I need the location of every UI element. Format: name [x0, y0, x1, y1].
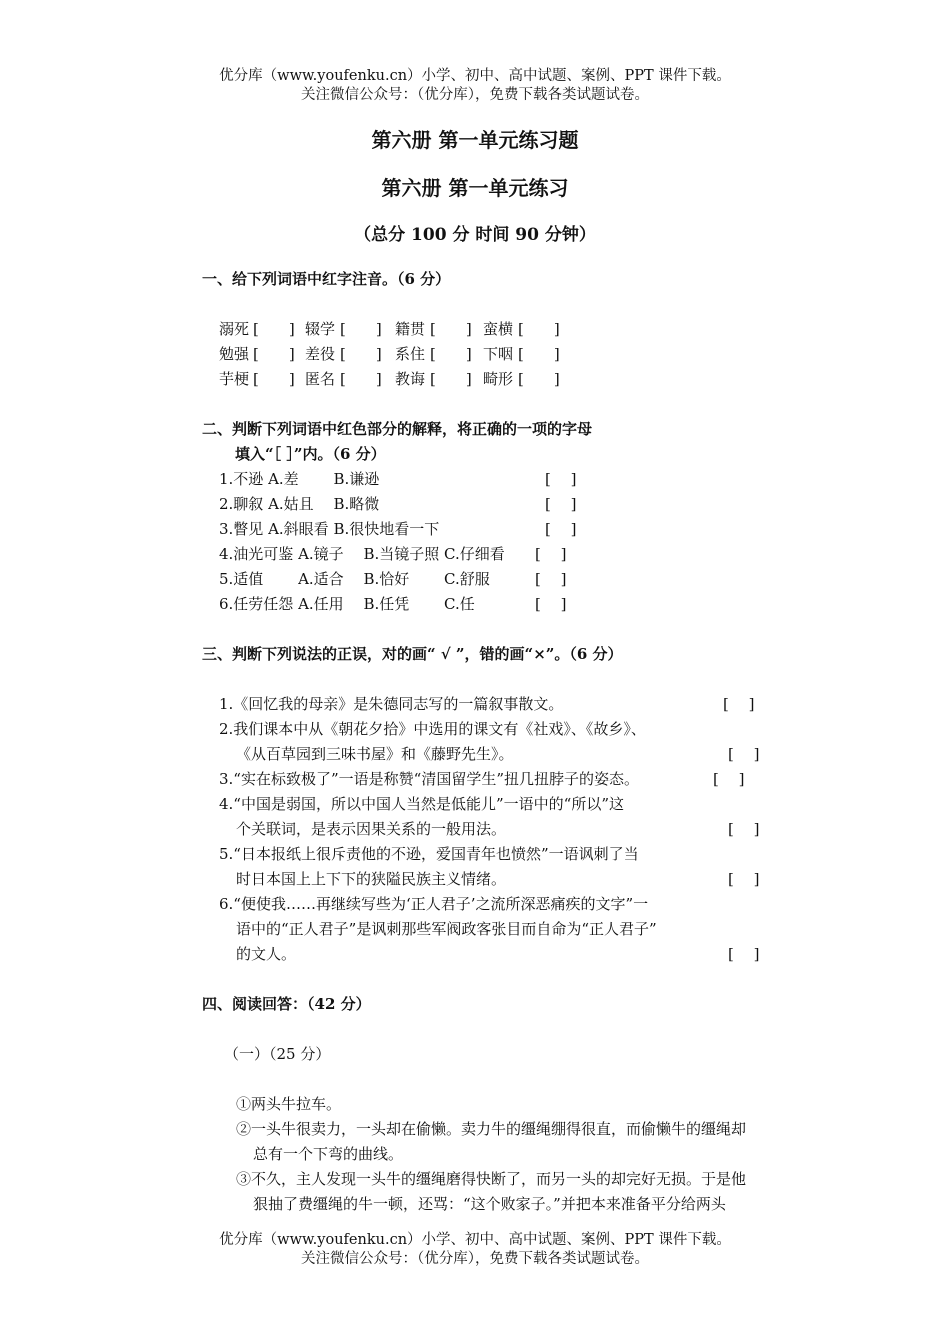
passage-line: 狠抽了费缰绳的牛一顿，还骂：“这个败家子。”并把本来准备平分给两头 — [253, 1195, 726, 1213]
footer-line-1: 优分库（www.youfenku.cn）小学、初中、高中试题、案例、PPT 课件下载。 — [219, 1232, 731, 1248]
passage-line: ②一头牛很卖力，一头却在偷懒。卖力牛的缰绳绷得很直，而偷懒牛的缰绳却 — [236, 1120, 747, 1138]
answer-bracket[interactable]: [ ] — [545, 520, 577, 538]
answer-bracket[interactable]: [ ] — [535, 570, 567, 588]
answer-bracket[interactable]: [ ] — [518, 345, 560, 363]
section2-item: 2.聊叙 A.姑且 B.略微 — [219, 495, 380, 513]
section2-item: 1.不逊 A.差 B.谦逊 — [219, 470, 380, 488]
section3-statement-cont: 个关联词，是表示因果关系的一般用法。 — [236, 820, 507, 838]
word: 系住 — [395, 345, 426, 363]
answer-bracket[interactable]: [ ] — [518, 370, 560, 388]
answer-bracket[interactable]: [ ] — [253, 370, 295, 388]
section1-heading: 一、给下列词语中红字注音。（6 分） — [202, 270, 451, 288]
section3-statement-cont: 《从百草园到三味书屋》和《藤野先生》。 — [236, 745, 514, 763]
section3-statement: 6.“便使我……再继续写些为‘正人君子’之流所深恶痛疾的文字”一 — [219, 895, 649, 913]
word: 籍贯 — [395, 320, 426, 338]
section2-heading-cont: 填入“［ ］”内。（6 分） — [235, 445, 386, 463]
section3-statement: 2.我们课本中从《朝花夕拾》中选用的课文有《社戏》、《故乡》、 — [219, 720, 646, 738]
section2-item: 6.任劳任怨 A.任用 B.任凭 C.任 — [219, 595, 475, 613]
answer-bracket[interactable]: [ ] — [728, 870, 760, 888]
section4-part-label: （一）（25 分） — [224, 1045, 331, 1063]
section3-statement-cont: 的文人。 — [236, 945, 297, 963]
header-line-2: 关注微信公众号：（优分库），免费下载各类试题试卷。 — [301, 87, 649, 103]
word: 辍学 — [305, 320, 336, 338]
answer-bracket[interactable]: [ ] — [340, 345, 382, 363]
footer-line-2: 关注微信公众号：（优分库），免费下载各类试题试卷。 — [301, 1251, 649, 1267]
answer-bracket[interactable]: [ ] — [545, 470, 577, 488]
answer-bracket[interactable]: [ ] — [535, 595, 567, 613]
word: 匿名 — [305, 370, 336, 388]
section2-heading: 二、判断下列词语中红色部分的解释，将正确的一项的字母 — [202, 420, 593, 438]
answer-bracket[interactable]: [ ] — [545, 495, 577, 513]
answer-bracket[interactable]: [ ] — [728, 745, 760, 763]
section3-statement-cont: 语中的“正人君子”是讽刺那些军阀政客张目而自命为“正人君子” — [236, 920, 657, 938]
answer-bracket[interactable]: [ ] — [430, 370, 472, 388]
word: 差役 — [305, 345, 336, 363]
section3-statement: 1.《回忆我的母亲》是朱德同志写的一篇叙事散文。 — [219, 695, 564, 713]
word: 勉强 — [219, 345, 250, 363]
answer-bracket[interactable]: [ ] — [340, 320, 382, 338]
passage-line: 总有一个下弯的曲线。 — [253, 1145, 404, 1163]
section3-statement: 3.“实在标致极了”一语是称赞“清国留学生”扭几扭脖子的姿态。 — [219, 770, 639, 788]
answer-bracket[interactable]: [ ] — [728, 820, 760, 838]
header-line-1: 优分库（www.youfenku.cn）小学、初中、高中试题、案例、PPT 课件下载。 — [219, 68, 731, 84]
answer-bracket[interactable]: [ ] — [340, 370, 382, 388]
word: 畸形 — [483, 370, 514, 388]
word: 芋梗 — [219, 370, 250, 388]
section3-statement: 4.“中国是弱国，所以中国人当然是低能儿”一语中的“所以”这 — [219, 795, 624, 813]
passage-line: ③不久，主人发现一头牛的缰绳磨得快断了，而另一头的却完好无损。于是他 — [236, 1170, 747, 1188]
section3-statement: 5.“日本报纸上很斥责他的不逊，爱国青年也愤然”一语讽刺了当 — [219, 845, 639, 863]
answer-bracket[interactable]: [ ] — [728, 945, 760, 963]
section3-heading: 三、判断下列说法的正误，对的画“ √ ”，错的画“×”。（6 分） — [202, 645, 623, 663]
section4-heading: 四、阅读回答：（42 分） — [202, 995, 371, 1013]
word: 溺死 — [219, 320, 250, 338]
word: 蛮横 — [483, 320, 514, 338]
answer-bracket[interactable]: [ ] — [253, 320, 295, 338]
answer-bracket[interactable]: [ ] — [535, 545, 567, 563]
word: 教诲 — [395, 370, 426, 388]
page-title: 第六册 第一单元练习题 — [371, 128, 579, 152]
section2-item: 3.瞥见 A.斜眼看 B.很快地看一下 — [219, 520, 440, 538]
answer-bracket[interactable]: [ ] — [723, 695, 755, 713]
page-subtitle: 第六册 第一单元练习 — [381, 176, 569, 200]
passage-line: ①两头牛拉车。 — [236, 1095, 342, 1113]
answer-bracket[interactable]: [ ] — [430, 345, 472, 363]
score-time: （总分 100 分 时间 90 分钟） — [354, 225, 596, 245]
answer-bracket[interactable]: [ ] — [518, 320, 560, 338]
section2-item: 5.适值 A.适合 B.恰好 C.舒服 — [219, 570, 490, 588]
section2-item: 4.油光可鉴 A.镜子 B.当镜子照 C.仔细看 — [219, 545, 505, 563]
answer-bracket[interactable]: [ ] — [253, 345, 295, 363]
answer-bracket[interactable]: [ ] — [430, 320, 472, 338]
section3-statement-cont: 时日本国上上下下的狭隘民族主义情绪。 — [236, 870, 507, 888]
answer-bracket[interactable]: [ ] — [713, 770, 745, 788]
word: 下咽 — [483, 345, 514, 363]
